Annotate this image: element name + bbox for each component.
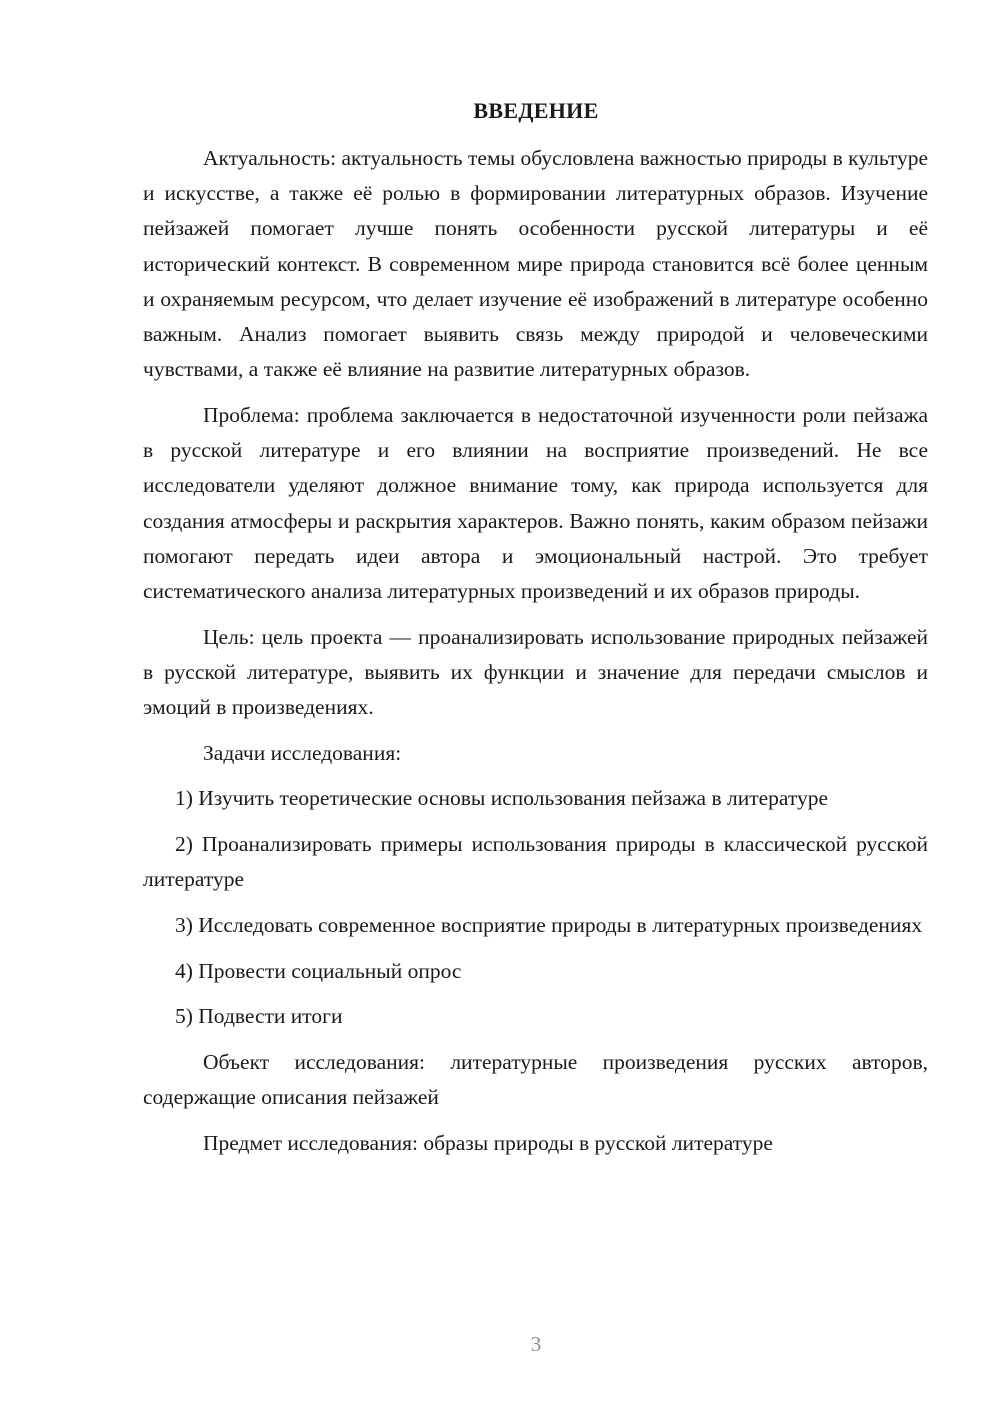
goal-paragraph: Цель: цель проекта — проанализировать использование природных пейзажей в русской литературе, выявить их функции и значение для передачи смыслов и эмоций в произведениях. <box>143 624 928 720</box>
task-item: 4) Провести социальный опрос <box>175 958 462 983</box>
task-item: 2) Проанализировать примеры использования природы в классической русской литературе <box>143 832 928 892</box>
task-item: 5) Подвести итоги <box>175 1004 343 1029</box>
task-item: 1) Изучить теоретические основы использования пейзажа в литературе <box>175 786 829 811</box>
body-text <box>143 141 928 1172</box>
task-item: 3) Исследовать современное восприятие природы в литературных произведениях <box>175 913 923 938</box>
subject-paragraph: Предмет исследования: образы природы в русской литературе <box>203 1131 773 1156</box>
tasks-heading: Задачи исследования: <box>203 740 402 765</box>
object-paragraph: Объект исследования: литературные произведения русских авторов, содержащие описания пейзажей <box>143 1050 928 1110</box>
problem-paragraph: Проблема: проблема заключается в недостаточной изученности роли пейзажа в русской литературе и его влиянии на восприятие произведений. Не все исследователи уделяют должное внимание тому, как природа используется для создания атмосферы и раскрытия характеров. Важно понять, каким образом пейзажи помогают передать идеи автора и эмоциональный настрой. Это требует систематического анализа литературных произведений и их образов природы. <box>143 402 928 603</box>
page-number: 3 <box>530 1332 542 1356</box>
relevance-paragraph: Актуальность: актуальность темы обусловлена важностью природы в культуре и искусстве, а также её ролью в формировании литературных образов. Изучение пейзажей помогает лучше понять особенности русской литературы и её исторический контекст. В современном мире природа становится всё более ценным и охраняемым ресурсом, что делает изучение её изображений в литературе особенно важным. Анализ помогает выявить связь между природой и человеческими чувствами, а также её влияние на развитие литературных образов. <box>143 146 928 382</box>
page-title: ВВЕДЕНИЕ <box>473 98 599 123</box>
